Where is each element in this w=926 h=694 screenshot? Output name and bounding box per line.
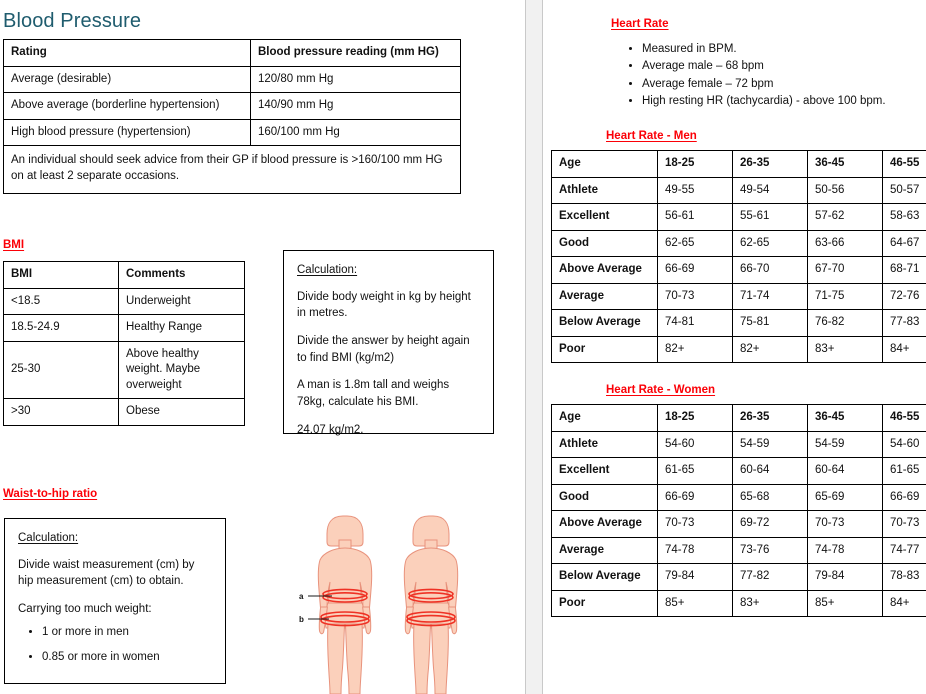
cell-bmi-comment: Healthy Range xyxy=(119,315,245,342)
cell-bpm: 54-60 xyxy=(658,431,733,458)
bmi-calculation-example: A man is 1.8m tall and weighs 78kg, calculate his BMI. xyxy=(297,379,450,409)
table-row xyxy=(552,431,926,458)
bmi-calculation-answer: 24.07 kg/m2. xyxy=(297,423,364,436)
row-header: Good xyxy=(552,230,658,257)
row-header: Poor xyxy=(552,590,658,617)
table-footnote-row xyxy=(4,146,461,194)
table-header-row xyxy=(552,151,926,178)
list-item: • Measured in BPM. xyxy=(642,41,886,58)
cell-bpm: 85+ xyxy=(658,590,733,617)
whr-threshold-list xyxy=(18,624,212,666)
cell-bpm: 60-64 xyxy=(808,458,883,485)
section-heading-bmi: BMI xyxy=(3,239,25,251)
waist-label: a xyxy=(299,592,304,601)
cell-bpm: 76-82 xyxy=(808,310,883,337)
column-header-46-55: 46-55 xyxy=(883,151,926,178)
cell-bpm: 70-73 xyxy=(808,511,883,538)
column-header-age: Age xyxy=(552,151,658,178)
heart-rate-bullet-list xyxy=(608,41,886,110)
row-header: Below Average xyxy=(552,310,658,337)
cell-bpm: 82+ xyxy=(658,336,733,363)
cell-bpm: 50-57 xyxy=(883,177,926,204)
cell-bpm: 55-61 xyxy=(733,204,808,231)
cell-bpm: 63-66 xyxy=(808,230,883,257)
row-header: Above Average xyxy=(552,511,658,538)
table-header-row xyxy=(4,40,461,67)
whr-calculation-title: Calculation: xyxy=(18,532,79,544)
cell-bpm: 70-73 xyxy=(883,511,926,538)
table-row xyxy=(4,341,245,399)
figure-female xyxy=(318,516,371,694)
table-row xyxy=(552,537,926,564)
cell-bmi-comment: Obese xyxy=(119,399,245,426)
cell-bpm: 78-83 xyxy=(883,564,926,591)
row-header: Poor xyxy=(552,336,658,363)
table-row xyxy=(4,315,245,342)
cell-bpm: 71-74 xyxy=(733,283,808,310)
table-row xyxy=(552,511,926,538)
cell-bpm: 71-75 xyxy=(808,283,883,310)
cell-bpm: 74-78 xyxy=(658,537,733,564)
cell-bmi-range: <18.5 xyxy=(4,288,119,315)
cell-bpm: 68-71 xyxy=(883,257,926,284)
cell-rating: High blood pressure (hypertension) xyxy=(4,119,251,146)
cell-bpm: 49-55 xyxy=(658,177,733,204)
cell-bpm: 56-61 xyxy=(658,204,733,231)
bmi-calculation-step: Divide the answer by height again to find BMI (kg/m2) xyxy=(297,335,470,364)
table-row xyxy=(4,66,461,93)
table-row xyxy=(552,484,926,511)
page-title: Blood Pressure xyxy=(3,10,142,32)
table-row xyxy=(552,230,926,257)
table-header-row xyxy=(4,262,245,289)
cell-bpm: 50-56 xyxy=(808,177,883,204)
cell-bpm: 65-69 xyxy=(808,484,883,511)
cell-bpm: 82+ xyxy=(733,336,808,363)
cell-bpm: 70-73 xyxy=(658,511,733,538)
column-header-rating: Rating xyxy=(4,40,251,67)
table-row xyxy=(4,93,461,120)
cell-bpm: 67-70 xyxy=(808,257,883,284)
cell-rating: Average (desirable) xyxy=(4,66,251,93)
table-row xyxy=(552,590,926,617)
table-row xyxy=(552,310,926,337)
row-header: Below Average xyxy=(552,564,658,591)
list-item: • Average male – 68 bpm xyxy=(642,58,886,75)
column-header-age: Age xyxy=(552,405,658,432)
cell-bpm: 75-81 xyxy=(733,310,808,337)
blood-pressure-footnote: An individual should seek advice from their GP if blood pressure is >160/100 mm HG on at least 2 separate occasions. xyxy=(4,146,461,194)
cell-bpm: 83+ xyxy=(733,590,808,617)
cell-bpm: 77-82 xyxy=(733,564,808,591)
page-divider xyxy=(525,0,543,694)
table-row xyxy=(552,177,926,204)
column-header-36-45: 36-45 xyxy=(808,405,883,432)
column-header-comments: Comments xyxy=(119,262,245,289)
heart-rate-men-table xyxy=(551,150,926,363)
cell-bpm: 65-68 xyxy=(733,484,808,511)
cell-bpm: 74-81 xyxy=(658,310,733,337)
bmi-calculation-title: Calculation: xyxy=(297,264,358,276)
figure-male xyxy=(404,516,457,694)
cell-bpm: 57-62 xyxy=(808,204,883,231)
row-header: Athlete xyxy=(552,177,658,204)
cell-bpm: 61-65 xyxy=(658,458,733,485)
bmi-calculation-box xyxy=(283,250,494,434)
row-header: Excellent xyxy=(552,458,658,485)
table-header-row xyxy=(552,405,926,432)
cell-bpm: 72-76 xyxy=(883,283,926,310)
table-row xyxy=(552,564,926,591)
cell-bpm: 58-63 xyxy=(883,204,926,231)
row-header: Average xyxy=(552,283,658,310)
heart-rate-women-table xyxy=(551,404,926,617)
cell-bmi-range: >30 xyxy=(4,399,119,426)
bmi-table xyxy=(3,261,245,426)
cell-bpm: 77-83 xyxy=(883,310,926,337)
cell-bpm: 54-60 xyxy=(883,431,926,458)
cell-bpm: 83+ xyxy=(808,336,883,363)
row-header: Average xyxy=(552,537,658,564)
cell-bpm: 54-59 xyxy=(808,431,883,458)
whr-calculation-step: Divide waist measurement (cm) by hip measurement (cm) to obtain. xyxy=(18,558,195,588)
waist-hip-measurement-illustration xyxy=(296,508,482,694)
list-item: • Average female – 72 bpm xyxy=(642,76,886,93)
cell-bmi-comment: Underweight xyxy=(119,288,245,315)
row-header: Above Average xyxy=(552,257,658,284)
cell-bmi-range: 25-30 xyxy=(4,341,119,399)
section-heading-heart-rate-women: Heart Rate - Women xyxy=(606,384,716,396)
table-row xyxy=(552,336,926,363)
cell-bpm: 69-72 xyxy=(733,511,808,538)
list-item: • 0.85 or more in women xyxy=(42,649,212,666)
section-heading-waist-to-hip: Waist-to-hip ratio xyxy=(3,488,98,500)
section-heading-heart-rate-men: Heart Rate - Men xyxy=(606,130,697,142)
column-header-36-45: 36-45 xyxy=(808,151,883,178)
whr-weight-label: Carrying too much weight: xyxy=(18,603,152,616)
cell-bpm: 62-65 xyxy=(658,230,733,257)
row-header: Good xyxy=(552,484,658,511)
cell-bmi-range: 18.5-24.9 xyxy=(4,315,119,342)
list-item: • 1 or more in men xyxy=(42,624,212,641)
cell-reading: 120/80 mm Hg xyxy=(251,66,461,93)
table-row xyxy=(552,257,926,284)
cell-bpm: 79-84 xyxy=(658,564,733,591)
cell-bpm: 70-73 xyxy=(658,283,733,310)
table-row xyxy=(552,204,926,231)
cell-bmi-comment: Above healthy weight. Maybe overweight xyxy=(119,341,245,399)
cell-bpm: 66-69 xyxy=(883,484,926,511)
cell-reading: 160/100 mm Hg xyxy=(251,119,461,146)
cell-bpm: 66-69 xyxy=(658,257,733,284)
waist-to-hip-calculation-box xyxy=(4,518,226,684)
cell-reading: 140/90 mm Hg xyxy=(251,93,461,120)
table-row xyxy=(4,119,461,146)
column-header-18-25: 18-25 xyxy=(658,405,733,432)
right-page-column xyxy=(544,0,926,694)
cell-bpm: 79-84 xyxy=(808,564,883,591)
row-header: Athlete xyxy=(552,431,658,458)
section-heading-heart-rate: Heart Rate xyxy=(611,18,669,30)
table-row xyxy=(552,458,926,485)
table-row xyxy=(4,288,245,315)
cell-rating: Above average (borderline hypertension) xyxy=(4,93,251,120)
cell-bpm: 85+ xyxy=(808,590,883,617)
cell-bpm: 73-76 xyxy=(733,537,808,564)
cell-bpm: 60-64 xyxy=(733,458,808,485)
column-header-18-25: 18-25 xyxy=(658,151,733,178)
cell-bpm: 62-65 xyxy=(733,230,808,257)
column-header-bmi: BMI xyxy=(4,262,119,289)
cell-bpm: 74-77 xyxy=(883,537,926,564)
table-row xyxy=(4,399,245,426)
column-header-46-55: 46-55 xyxy=(883,405,926,432)
hip-label: b xyxy=(299,615,304,624)
bmi-calculation-step: Divide body weight in kg by height in metres. xyxy=(297,290,471,320)
cell-bpm: 66-69 xyxy=(658,484,733,511)
column-header-reading: Blood pressure reading (mm HG) xyxy=(251,40,461,67)
cell-bpm: 61-65 xyxy=(883,458,926,485)
row-header: Excellent xyxy=(552,204,658,231)
cell-bpm: 66-70 xyxy=(733,257,808,284)
cell-bpm: 54-59 xyxy=(733,431,808,458)
cell-bpm: 49-54 xyxy=(733,177,808,204)
column-header-26-35: 26-35 xyxy=(733,405,808,432)
cell-bpm: 74-78 xyxy=(808,537,883,564)
cell-bpm: 64-67 xyxy=(883,230,926,257)
cell-bpm: 84+ xyxy=(883,590,926,617)
cell-bpm: 84+ xyxy=(883,336,926,363)
list-item: • High resting HR (tachycardia) - above 100 bpm. xyxy=(642,93,886,110)
blood-pressure-table xyxy=(3,39,461,194)
table-row xyxy=(552,283,926,310)
column-header-26-35: 26-35 xyxy=(733,151,808,178)
